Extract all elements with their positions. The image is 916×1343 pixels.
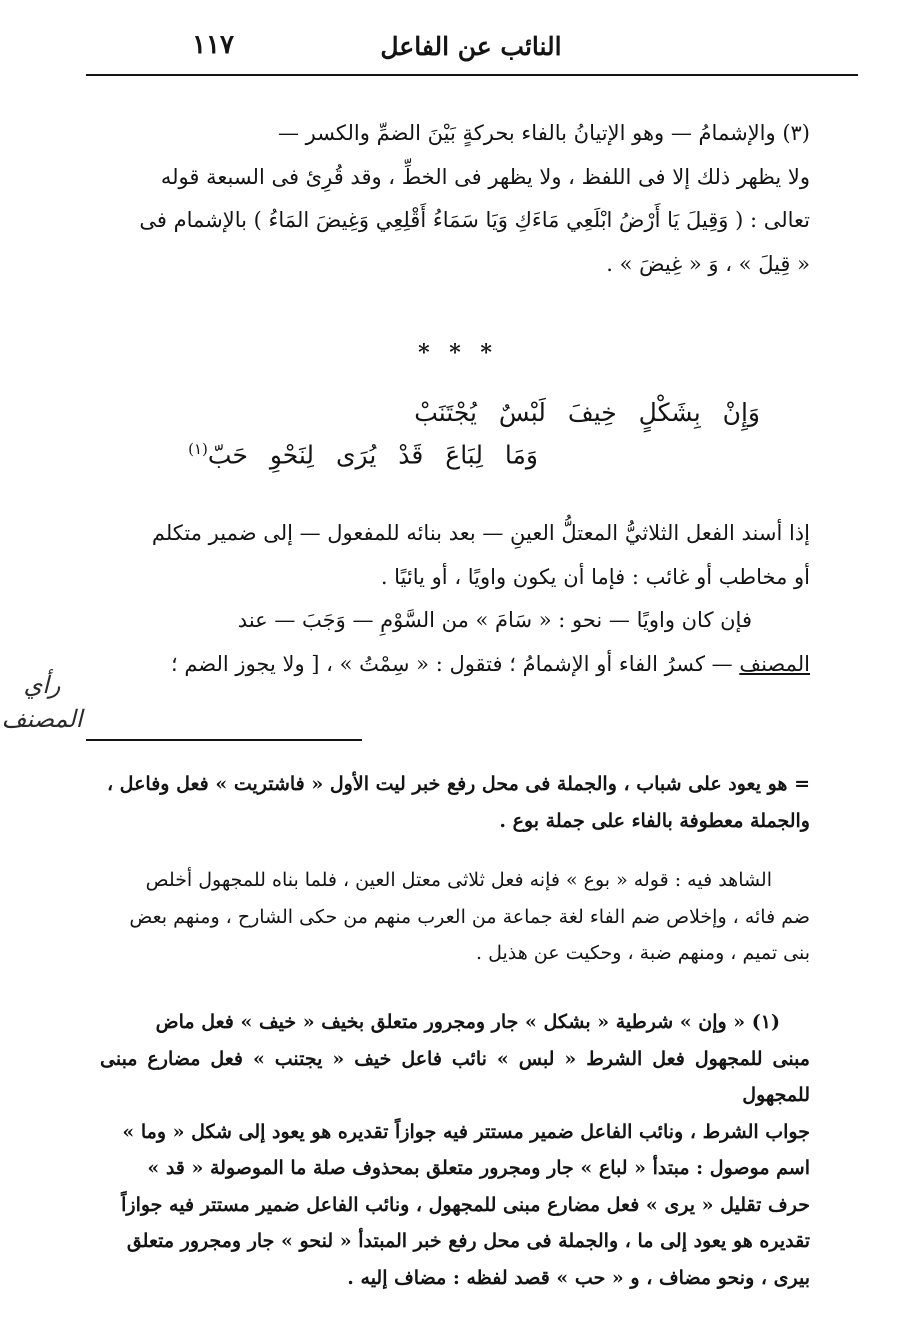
text-line: حرف تقليل « يرى » فعل مضارع مبنى للمجهول ، ونائب الفاعل ضمير مستتر فيه جوازاً — [121, 1193, 810, 1216]
text-line: ولا يظهر ذلك إلا فى اللفظ ، ولا يظهر فى الخطِّ ، وقد قُرِئ فى السبعة قوله — [160, 164, 810, 189]
text-line: أو مخاطب أو غائب : فإما أن يكون واويًا ، أو يائيًا . — [380, 564, 810, 589]
text-line — [108, 643, 810, 687]
footnote-irab — [100, 1004, 810, 1296]
running-title: النائب عن الفاعل — [380, 32, 562, 61]
text-line: مبنى للمجهول فعل الشرط « لبس » نائب فاعل خيف « يجتنب » فعل مضارع مبنى للمجهول — [100, 1047, 810, 1106]
verse-hemistich-2 — [108, 440, 538, 469]
text-line: ضم فائه ، وإخلاص ضم الفاء لغة جماعة من العرب منهم من حكى الشارح ، ومنهم بعض — [129, 905, 810, 928]
footnote-continued — [100, 766, 810, 839]
footnote-rule — [86, 739, 362, 741]
footnote-shahid — [100, 862, 810, 972]
text-line: بيرى ، ونحو مضاف ، و « حب » قصد لفظه : مضاف إليه . — [347, 1266, 810, 1289]
text-line — [100, 766, 810, 803]
header-rule — [86, 74, 858, 76]
handwritten-margin-note — [0, 668, 84, 736]
continuation-marker: = — [794, 773, 810, 795]
note-line: رأي — [23, 671, 61, 699]
text-line: جواب الشرط ، ونائب الفاعل ضمير مستتر فيه جوازاً تقديره هو يعود إلى شكل « وما » — [122, 1120, 810, 1143]
text-line: إذا أسند الفعل الثلاثيُّ المعتلُّ العينِ — بعد بنائه للمفعول — إلى ضمير متكلم — [151, 521, 810, 545]
section-separator: * * * — [418, 340, 498, 366]
note-line: المصنف — [1, 705, 83, 733]
verse-hemistich-1: وَإِنْ بِشَكْلٍ خِيفَ لَبْسٌ يُجْتَنَبْ — [414, 398, 760, 427]
ishmam-paragraph — [108, 112, 810, 286]
text-line: والجملة معطوفة بالفاء على جملة بوع . — [499, 809, 810, 832]
text-line: (٣) والإشمامُ — وهو الإتيانُ بالفاء بحركةٍ بَيْنَ الضمِّ والكسر — — [277, 121, 810, 145]
hemistich-text: وَمَا لِبَاعَ قَدْ يُرَى لِنَحْوِ حَبّ — [207, 440, 538, 470]
text-line: تقديره هو يعود إلى ما ، والجملة فى محل رفع خبر المبتدأ « لنحو » جار ومجرور متعلق — [126, 1230, 810, 1252]
text-line: تعالى : ( وَقِيلَ يَا أَرْضُ ابْلَعِي مَاءَكِ وَيَا سَمَاءُ أَقْلِعِي وَغِيضَ المَاءُ ) بالإشمام فى — [139, 208, 810, 232]
page-number: ١١٧ — [192, 30, 234, 60]
text-line: اسم موصول : مبتدأ « لباع » جار ومجرور متعلق بمحذوف صلة ما الموصولة « قد » — [147, 1157, 810, 1179]
page-header — [86, 24, 856, 74]
text-line: (١) « وإن » شرطية « بشكل » جار ومجرور متعلق بخيف « خيف » فعل ماض — [155, 1011, 780, 1033]
text-line: « قِيلَ » ، وَ « غِيضَ » . — [606, 251, 810, 276]
footnote-marker: (١) — [188, 440, 208, 458]
text-span: — كسرُ الفاء أو الإشمامُ ؛ فتقول : « سِمْتُ » ، [ ولا يجوز الضم ؛ — [170, 651, 740, 676]
text-line: الشاهد فيه : قوله « بوع » فإنه فعل ثلاثى معتل العين ، فلما بناه للمجهول أخلص — [145, 869, 772, 891]
text-line: بنى تميم ، ومنهم ضبة ، وحكيت عن هذيل . — [476, 942, 810, 964]
text-line: فإن كان واويًا — نحو : « سَامَ » من السَّوْمِ — وَجَبَ — عند — [237, 608, 752, 632]
main-paragraph — [108, 512, 810, 686]
underlined-word: المصنف — [739, 651, 810, 676]
text-span: هو يعود على شباب ، والجملة فى محل رفع خبر ليت الأول « فاشتريت » فعل وفاعل ، — [106, 773, 788, 795]
